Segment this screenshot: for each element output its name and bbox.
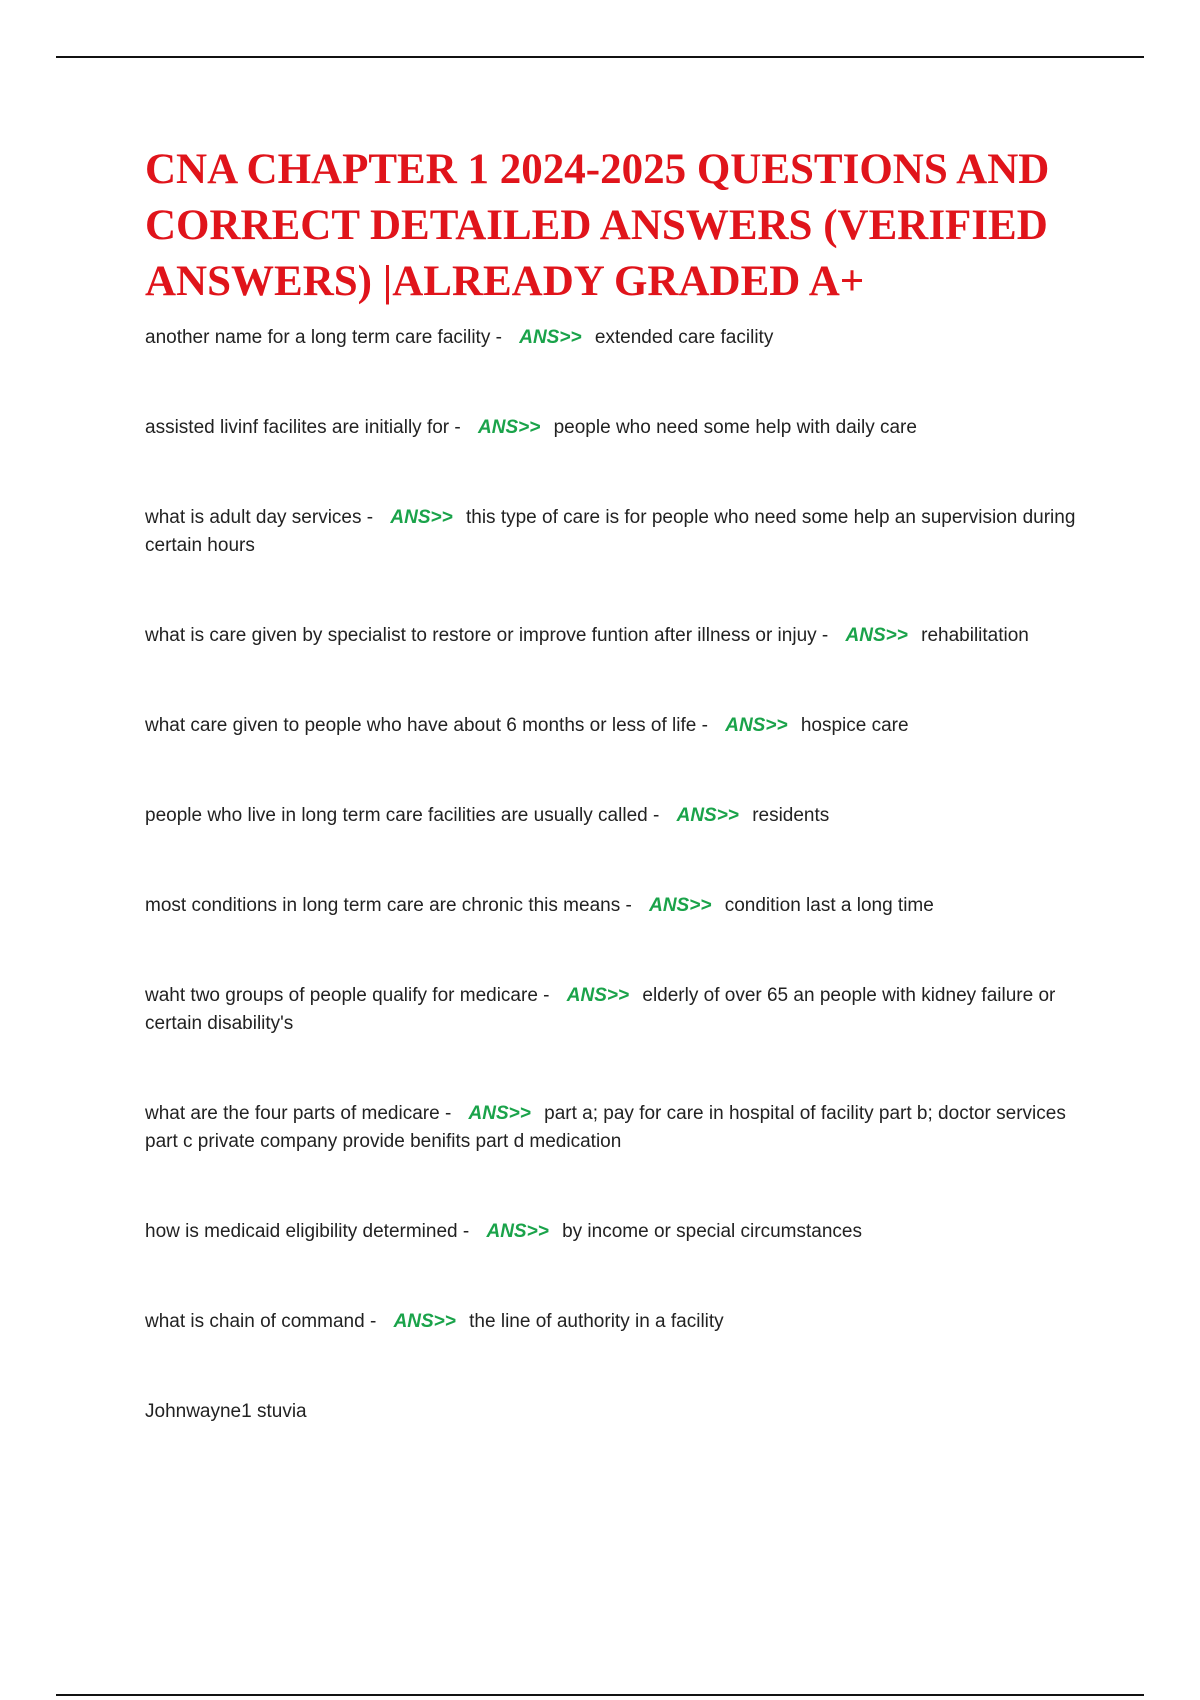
footer-text: Johnwayne1 stuvia bbox=[145, 1401, 307, 1422]
answer-marker: ANS>> bbox=[478, 417, 541, 438]
question-text: assisted livinf facilites are initially for bbox=[145, 417, 450, 438]
answer-text: hospice care bbox=[800, 715, 909, 736]
question-text: what are the four parts of medicare bbox=[145, 1103, 440, 1124]
separator: - bbox=[454, 417, 461, 438]
qa-item bbox=[145, 982, 1085, 1038]
answer-text: extended care facility bbox=[594, 327, 774, 348]
separator: - bbox=[462, 1221, 470, 1242]
separator: - bbox=[366, 507, 374, 528]
answer-text: residents bbox=[752, 805, 830, 826]
answer-text: this type of care is for people who need some help an supervision during certain hours bbox=[145, 507, 1076, 556]
document-body bbox=[145, 142, 1085, 1426]
answer-marker: ANS>> bbox=[390, 507, 453, 528]
qa-item bbox=[145, 414, 1085, 442]
answer-marker: ANS>> bbox=[649, 895, 712, 916]
question-text: how is medicaid eligibility determined bbox=[145, 1221, 458, 1242]
qa-item bbox=[145, 1218, 1085, 1246]
answer-marker: ANS>> bbox=[725, 715, 788, 736]
qa-item bbox=[145, 1100, 1085, 1156]
question-text: another name for a long term care facility bbox=[145, 327, 491, 348]
answer-text: the line of authority in a facility bbox=[469, 1311, 724, 1332]
separator: - bbox=[444, 1103, 452, 1124]
answer-marker: ANS>> bbox=[468, 1103, 531, 1124]
question-text: what is adult day services bbox=[145, 507, 362, 528]
qa-item bbox=[145, 1308, 1085, 1336]
separator: - bbox=[821, 625, 829, 646]
answer-text: people who need some help with daily care bbox=[553, 417, 917, 438]
answer-text: condition last a long time bbox=[724, 895, 934, 916]
separator: - bbox=[543, 985, 550, 1006]
answer-text: part a; pay for care in hospital of facility part b; doctor services part c private company provide benifits part d medication bbox=[145, 1103, 1066, 1152]
answer-marker: ANS>> bbox=[519, 327, 582, 348]
question-text: what care given to people who have about 6 months or less of life bbox=[145, 715, 697, 736]
answer-text: rehabilitation bbox=[921, 625, 1029, 646]
answer-text: elderly of over 65 an people with kidney failure or certain disability's bbox=[145, 985, 1056, 1034]
answer-marker: ANS>> bbox=[676, 805, 739, 826]
qa-item bbox=[145, 712, 1085, 740]
question-text: what is chain of command bbox=[145, 1311, 365, 1332]
answer-text: by income or special circumstances bbox=[562, 1221, 862, 1242]
answer-marker: ANS>> bbox=[845, 625, 908, 646]
question-text: people who live in long term care facilities are usually called bbox=[145, 805, 648, 826]
document-title: CNA CHAPTER 1 2024-2025 QUESTIONS AND CORRECT DETAILED ANSWERS (VERIFIED ANSWERS) |ALREADY GRADED A+ bbox=[145, 146, 1050, 305]
answer-marker: ANS>> bbox=[566, 985, 630, 1006]
answer-marker: ANS>> bbox=[393, 1311, 456, 1332]
separator: - bbox=[701, 715, 708, 736]
separator: - bbox=[625, 895, 632, 916]
qa-item bbox=[145, 802, 1085, 830]
top-rule bbox=[56, 56, 1144, 58]
question-text: most conditions in long term care are chronic this means bbox=[145, 895, 621, 916]
bottom-rule bbox=[56, 1694, 1144, 1696]
separator: - bbox=[652, 805, 660, 826]
question-text: waht two groups of people qualify for medicare bbox=[145, 985, 538, 1006]
qa-list bbox=[145, 324, 1085, 1336]
separator: - bbox=[369, 1311, 377, 1332]
answer-marker: ANS>> bbox=[486, 1221, 549, 1242]
qa-item bbox=[145, 622, 1085, 650]
qa-item bbox=[145, 504, 1085, 560]
question-text: what is care given by specialist to restore or improve funtion after illness or injuy bbox=[145, 625, 817, 646]
qa-item bbox=[145, 892, 1085, 920]
qa-item bbox=[145, 324, 1085, 352]
separator: - bbox=[495, 327, 502, 348]
